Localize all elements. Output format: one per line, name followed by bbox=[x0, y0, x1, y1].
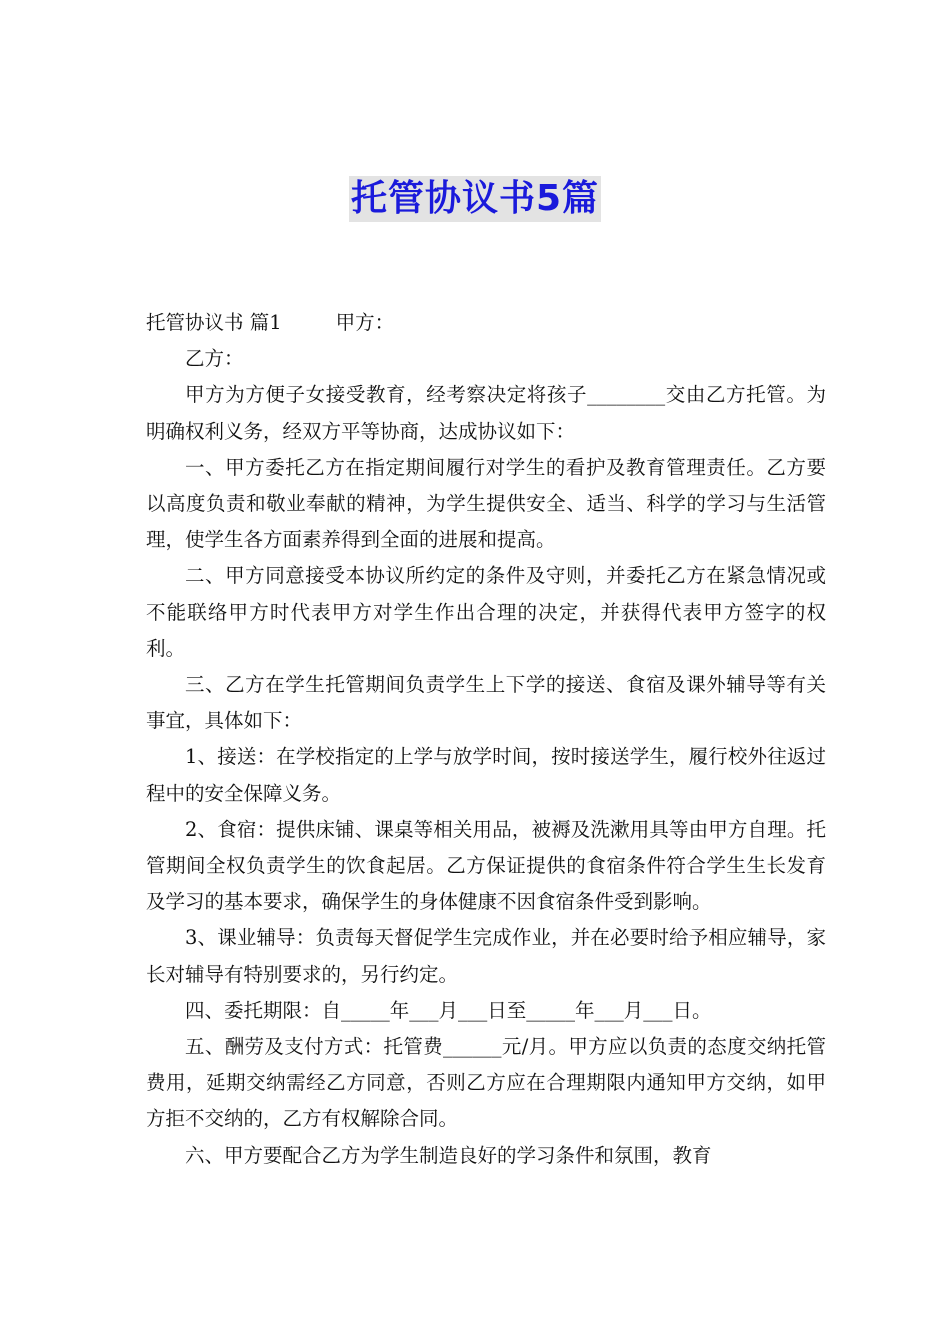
paragraph-item-2: 2、食宿：提供床铺、课桌等相关用品，被褥及洗漱用具等由甲方自理。托管期间全权负责学生的饮食起居。乙方保证提供的食宿条件符合学生生长发育及学习的基本要求，确保学生的身体健康不因食宿条件受到影响。 bbox=[146, 817, 826, 914]
party-a-label: 甲方： bbox=[335, 311, 395, 334]
intro-label: 托管协议书 篇1 bbox=[146, 311, 282, 334]
paragraph-clause-4: 四、委托期限：自_____年___月___日至_____年___月___日。 bbox=[185, 998, 712, 1022]
paragraph-clause-1: 一、甲方委托乙方在指定期间履行对学生的看护及教育管理责任。乙方要以高度负责和敬业奉献的精神，为学生提供安全、适当、科学的学习与生活管理，使学生各方面素养得到全面的进展和提高。 bbox=[146, 455, 826, 552]
paragraph-clause-2: 二、甲方同意接受本协议所约定的条件及守则，并委托乙方在紧急情况或不能联络甲方时代表甲方对学生作出合理的决定，并获得代表甲方签字的权利。 bbox=[146, 564, 826, 660]
intro-line bbox=[146, 305, 826, 341]
title-container bbox=[0, 176, 950, 222]
paragraph-clause-5: 五、酬劳及支付方式：托管费______元/月。甲方应以负责的态度交纳托管费用，延期交纳需经乙方同意，否则乙方应在合理期限内通知甲方交纳，如甲方拒不交纳的，乙方有权解除合同。 bbox=[146, 1035, 826, 1131]
paragraph-clause-6: 六、甲方要配合乙方为学生制造良好的学习条件和氛围，教育 bbox=[185, 1143, 712, 1167]
paragraph-clause-3: 三、乙方在学生托管期间负责学生上下学的接送、食宿及课外辅导等有关事宜，具体如下： bbox=[146, 673, 826, 733]
paragraph-preamble: 甲方为方便子女接受教育，经考察决定将孩子________交由乙方托管。为明确权利义务，经双方平等协商，达成协议如下： bbox=[146, 383, 826, 443]
document-title: 托管协议书5篇 bbox=[349, 176, 601, 222]
party-b-line: 乙方： bbox=[185, 347, 244, 371]
document-body bbox=[146, 305, 826, 1174]
paragraph-item-1: 1、接送：在学校指定的上学与放学时间，按时接送学生，履行校外往返过程中的安全保障义务。 bbox=[146, 745, 826, 805]
paragraph-item-3: 3、课业辅导：负责每天督促学生完成作业，并在必要时给予相应辅导，家长对辅导有特别要求的，另行约定。 bbox=[146, 926, 826, 986]
